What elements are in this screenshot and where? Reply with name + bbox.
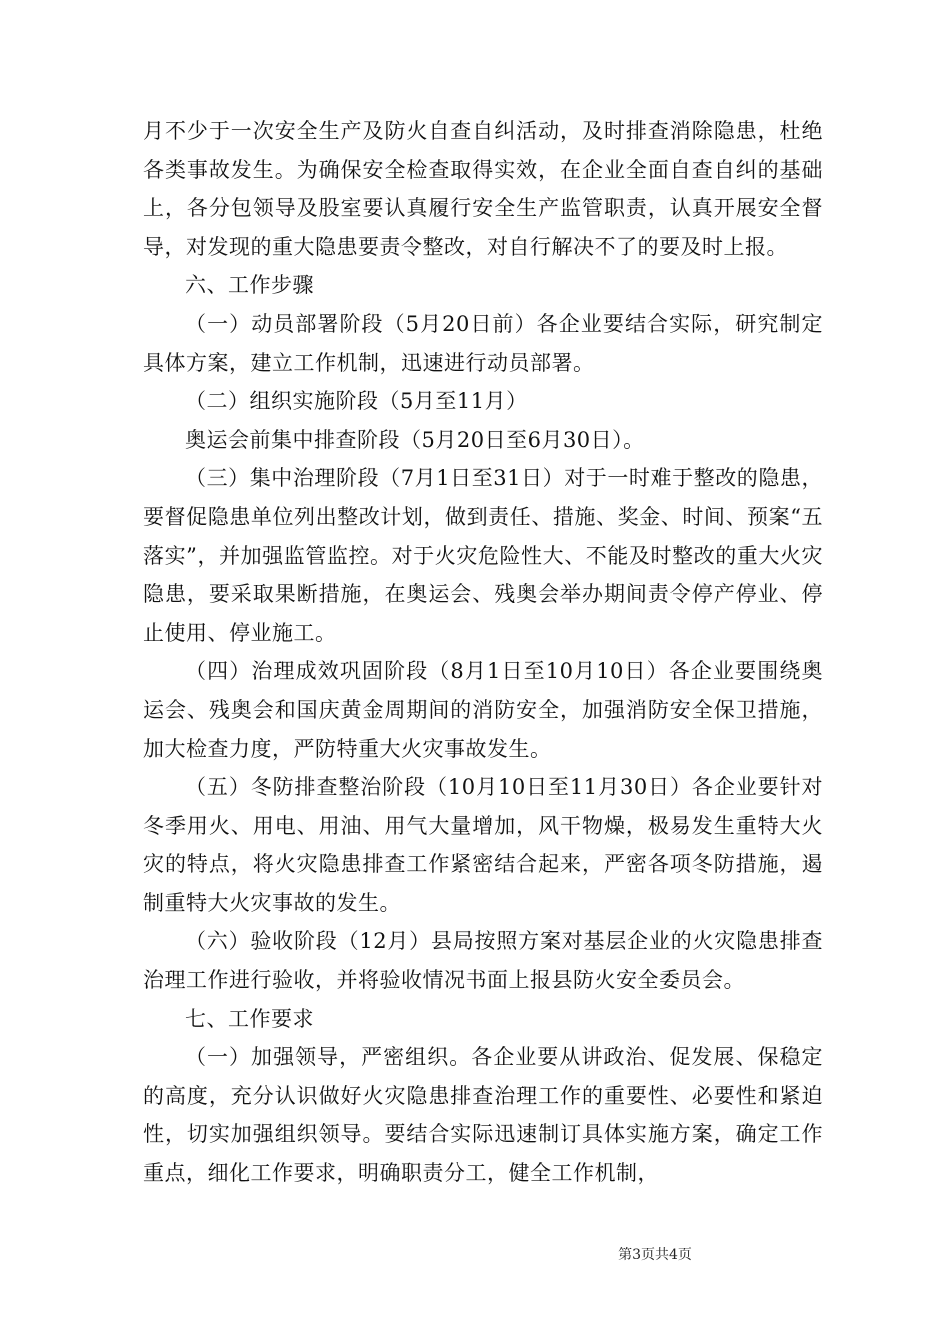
- paragraph-continuation: 月不少于一次安全生产及防火自查自纠活动，及时排查消除隐患，杜绝各类事故发生。为确保安全检查取得实效，在企业全面自查自纠的基础上，各分包领导及股室要认真履行安全生产监管职责，认真开展安全督导，对发现的重大隐患要责令整改，对自行解决不了的要及时上报。: [143, 119, 823, 259]
- paragraph-step-2-sub: 奥运会前集中排查阶段（5月20日至6月30日）。: [185, 427, 645, 452]
- section-heading-work-steps: 六、工作步骤: [185, 273, 314, 298]
- page-number-label: 第3页共4页: [618, 1247, 692, 1263]
- document-body: [143, 112, 823, 1193]
- paragraph-step-2: （二）组织实施阶段（5月至11月）: [185, 389, 528, 414]
- paragraph-step-5: （五）冬防排查整治阶段（10月10日至11月30日）各企业要针对冬季用火、用电、用油、用气大量增加，风干物燥，极易发生重特大火灾的特点，将火灾隐患排查工作紧密结合起来，严密各项冬防措施，遏制重特大火灾事故的发生。: [143, 775, 823, 915]
- paragraph-step-1: （一）动员部署阶段（5月20日前）各企业要结合实际，研究制定具体方案，建立工作机制，迅速进行动员部署。: [143, 311, 823, 375]
- paragraph-step-6: （六）验收阶段（12月）县局按照方案对基层企业的火灾隐患排查治理工作进行验收，并将验收情况书面上报县防火安全委员会。: [143, 929, 823, 993]
- section-heading-work-requirements: 七、工作要求: [185, 1006, 314, 1031]
- paragraph-requirement-1: （一）加强领导，严密组织。各企业要从讲政治、促发展、保稳定的高度，充分认识做好火灾隐患排查治理工作的重要性、必要性和紧迫性，切实加强组织领导。要结合实际迅速制订具体实施方案，确定工作重点，细化工作要求，明确职责分工，健全工作机制，: [143, 1045, 823, 1186]
- paragraph-step-3: （三）集中治理阶段（7月1日至31日）对于一时难于整改的隐患，要督促隐患单位列出整改计划，做到责任、措施、奖金、时间、预案“五落实”，并加强监管监控。对于火灾危险性大、不能及时整改的重大火灾隐患，要采取果断措施，在奥运会、残奥会举办期间责令停产停业、停止使用、停业施工。: [143, 466, 823, 645]
- page-footer: [0, 1246, 950, 1264]
- paragraph-step-4: （四）治理成效巩固阶段（8月1日至10月10日）各企业要围绕奥运会、残奥会和国庆黄金周期间的消防安全，加强消防安全保卫措施，加大检查力度，严防特重大火灾事故发生。: [143, 659, 823, 761]
